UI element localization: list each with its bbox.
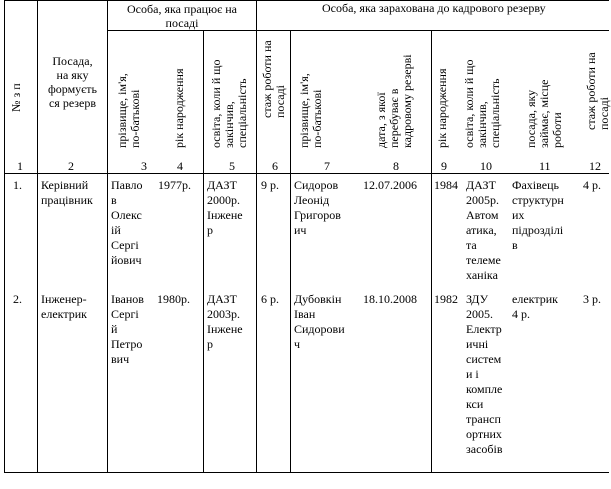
cell-line: телеме: [466, 253, 501, 267]
header-line: освіта, коли й що: [209, 59, 223, 148]
cell-line: ЗДУ: [466, 292, 489, 306]
cell-line: кси: [466, 397, 484, 411]
header-position-line: ся резерв: [48, 96, 97, 110]
row-1-worker-experience: 9 р.: [261, 178, 279, 192]
row-2-reserve-education: [466, 292, 503, 457]
cell-line: ДАЗТ: [207, 178, 237, 192]
column-number: 11: [539, 159, 551, 173]
cell-line: компле: [466, 382, 503, 396]
cell-line: ій: [111, 223, 121, 237]
cell-line: Сидоров: [294, 178, 339, 192]
row-2-reserve-birth: 1982: [434, 292, 458, 306]
cell-line: 2000р.: [207, 193, 240, 207]
cell-line: та: [466, 238, 477, 252]
cell-line: Фахівець: [512, 178, 559, 192]
header-worker-group: [108, 2, 256, 30]
header-line: посаді: [597, 97, 611, 130]
cell-line: Інжене: [207, 322, 243, 336]
row-1-reserve-education: [466, 178, 501, 283]
row-1-number: 1.: [13, 178, 22, 192]
cell-line: структурн: [512, 193, 564, 207]
header-reserve-group: Особа, яка зарахована до кадрового резерву: [322, 1, 546, 15]
header-col-reserve-birth: рік народження: [435, 68, 449, 148]
cell-line: их: [512, 208, 525, 222]
cell-line: електрик: [41, 307, 87, 321]
column-number: 3: [141, 159, 147, 173]
cell-line: р: [207, 223, 213, 237]
row-2-worker-experience: 6 р.: [261, 292, 279, 306]
cell-line: 2003р.: [207, 307, 240, 321]
header-line: прізвище, ім'я,: [115, 73, 129, 148]
cell-line: й: [111, 322, 118, 336]
cell-line: ДАЗТ: [466, 178, 496, 192]
cell-line: електрик: [512, 292, 558, 306]
header-col-reserve-experience: [585, 52, 611, 130]
cell-line: Павло: [111, 178, 143, 192]
header-line: посада, яку: [524, 89, 538, 148]
header-line: по-батькові: [128, 89, 142, 148]
cell-line: Інжене: [207, 208, 243, 222]
cell-line: 4 р.: [512, 307, 530, 321]
row-2-reserve-experience: 3 р.: [583, 292, 601, 306]
cell-line: Іван: [294, 307, 316, 321]
header-col-worker-name: [116, 73, 142, 148]
header-col-position: [38, 54, 107, 110]
cell-line: ДАЗТ: [207, 292, 237, 306]
cell-line: Петро: [111, 337, 143, 351]
row-2-reserve-date: 18.10.2008: [363, 292, 417, 306]
header-line: роботи: [550, 112, 564, 148]
column-number: 1: [17, 159, 23, 173]
header-col-reserve-job: [525, 80, 564, 148]
cell-line: Іванов: [111, 292, 144, 306]
cell-line: систем: [466, 352, 502, 366]
column-number: 6: [272, 159, 278, 173]
header-position-line: на яку: [56, 68, 89, 82]
column-number: 9: [441, 159, 447, 173]
cell-line: атика,: [466, 223, 497, 237]
row-1-reserve-birth: 1984: [434, 178, 458, 192]
cell-line: в: [111, 193, 117, 207]
cell-line: и і: [466, 367, 479, 381]
column-number: 12: [589, 159, 601, 173]
header-line: стаж роботи на: [260, 40, 274, 118]
column-number: 10: [480, 159, 492, 173]
row-1-worker-birth: 1977р.: [158, 178, 191, 192]
row-2-number: 2.: [13, 292, 22, 306]
row-2-reserve-job: [512, 292, 558, 322]
cell-line: 2005р.: [466, 193, 499, 207]
cell-line: Олекс: [111, 208, 142, 222]
cell-line: Сидорови: [294, 322, 345, 336]
cell-line: ичні: [466, 337, 489, 351]
header-col-reserve-date: [375, 54, 414, 148]
row-2-worker-birth: 1980р.: [157, 292, 190, 306]
header-worker-line: Особа, яка працює на: [127, 2, 237, 16]
row-1-reserve-job: [512, 178, 564, 253]
cell-line: йович: [111, 253, 142, 267]
header-line: дата, з якої: [374, 92, 388, 148]
header-col-worker-birth: рік народження: [172, 68, 186, 148]
header-worker-line: посаді: [165, 16, 199, 30]
cell-line: підрозділі: [512, 223, 564, 237]
column-number: 7: [324, 159, 330, 173]
header-line: займає, місце: [537, 79, 551, 148]
cell-line: Леонід: [294, 193, 330, 207]
row-1-reserve-experience: 4 р.: [583, 178, 601, 192]
row-2-position: [41, 292, 87, 322]
header-line: закінчив,: [475, 101, 489, 148]
header-line: стаж роботи на: [584, 52, 598, 130]
row-1-reserve-name: [294, 178, 341, 238]
cell-line: р: [207, 337, 213, 351]
cell-line: працівник: [41, 193, 93, 207]
cell-line: ханіка: [466, 268, 498, 282]
row-1-reserve-date: 12.07.2006: [363, 178, 417, 192]
cell-line: трансп: [466, 412, 501, 426]
header-col-worker-education: [210, 60, 249, 148]
row-2-worker-education: [207, 292, 243, 352]
cell-line: засобів: [466, 442, 503, 456]
column-number: 4: [177, 159, 183, 173]
cell-line: Електр: [466, 322, 502, 336]
column-number: 2: [68, 159, 74, 173]
header-col-reserve-education: [463, 60, 502, 148]
header-position-line: формуєть: [47, 82, 98, 96]
header-col-worker-experience: [261, 40, 287, 118]
column-number: 8: [393, 159, 399, 173]
header-line: перебуває в: [387, 88, 401, 148]
cell-line: вич: [111, 352, 130, 366]
row-2-reserve-name: [294, 292, 345, 352]
header-line: закінчив,: [222, 101, 236, 148]
header-line: спеціальність: [235, 78, 249, 148]
cell-line: Дубовкін: [294, 292, 342, 306]
header-line: кадровому резерві: [400, 54, 414, 148]
column-number: 5: [229, 159, 235, 173]
cell-line: 2005.: [466, 307, 493, 321]
header-col-number: № з п: [9, 83, 23, 112]
cell-line: Сергі: [111, 238, 139, 252]
cell-line: Інженер-: [41, 292, 87, 306]
header-line: прізвище, ім'я,: [297, 73, 311, 148]
cell-line: Сергі: [111, 307, 139, 321]
cell-line: в: [512, 238, 518, 252]
cell-line: ич: [294, 223, 307, 237]
header-position-line: Посада,: [52, 54, 93, 68]
cell-line: ортних: [466, 427, 502, 441]
header-line: по-батькові: [310, 89, 324, 148]
row-1-worker-name: [111, 178, 143, 268]
row-1-position: [41, 178, 93, 208]
header-line: посаді: [273, 85, 287, 118]
header-col-reserve-name: [298, 73, 324, 148]
cell-line: ч: [294, 337, 301, 351]
cell-line: Керівний: [41, 178, 89, 192]
header-line: спеціальність: [488, 78, 502, 148]
cell-line: Автом: [466, 208, 499, 222]
row-1-worker-education: [207, 178, 243, 238]
row-2-worker-name: [111, 292, 144, 367]
cell-line: Григоров: [294, 208, 341, 222]
header-line: освіта, коли й що: [462, 59, 476, 148]
